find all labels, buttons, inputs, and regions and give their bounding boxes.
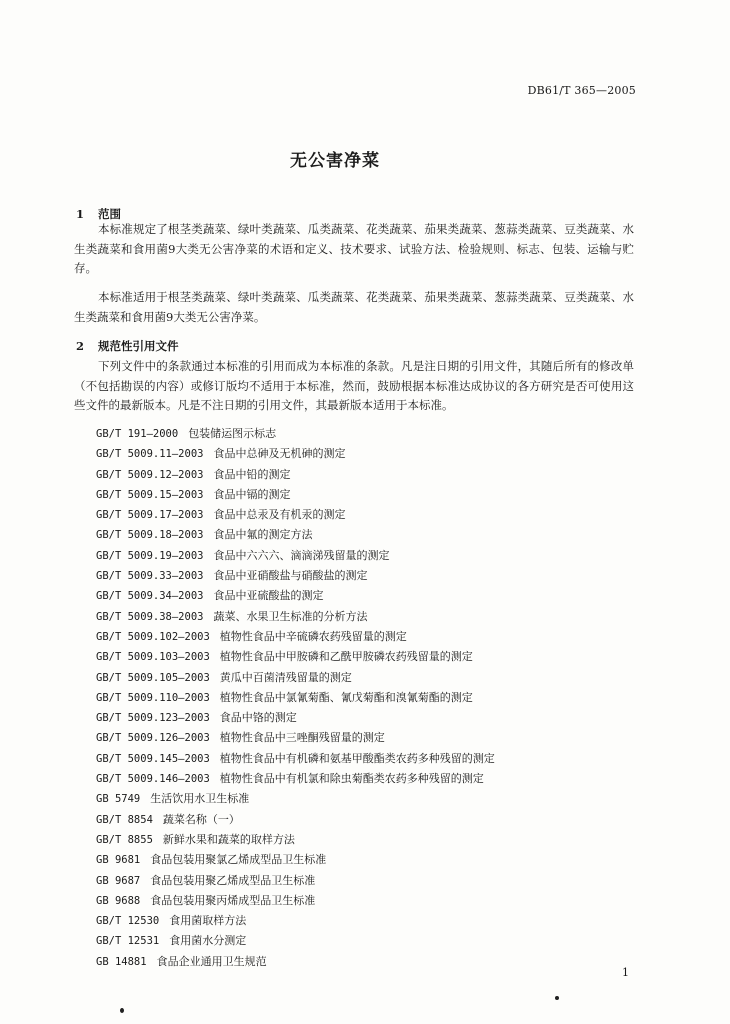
reference-item [96,952,495,972]
reference-title: 食用菌水分测定 [169,934,247,948]
reference-item [96,505,495,525]
reference-code: GB/T 5009.146—2003 [96,773,210,786]
reference-item [96,688,495,708]
reference-code: GB/T 8854 [96,813,153,826]
reference-item [96,708,495,728]
reference-code: GB/T 8855 [96,833,153,846]
scan-speck [120,1008,124,1013]
reference-title: 植物性食品中有机氯和除虫菊酯类农药多种残留的测定 [219,772,484,786]
reference-title: 食品中铅的测定 [213,467,291,481]
reference-code: GB/T 5009.18—2003 [96,529,204,542]
reference-item [96,586,495,606]
reference-title: 蔬菜、水果卫生标准的分析方法 [213,609,368,623]
section-number: 1 [76,207,85,221]
reference-code: GB 9681 [96,854,141,867]
reference-code: GB 14881 [96,955,147,968]
reference-item [96,668,495,688]
reference-code: GB/T 5009.11—2003 [96,448,204,461]
reference-code: GB/T 5009.33—2003 [96,570,204,583]
reference-item [96,546,495,566]
reference-item [96,607,495,627]
reference-code: GB/T 5009.19—2003 [96,549,204,562]
reference-item [96,627,495,647]
reference-item [96,525,495,545]
reference-code: GB/T 12531 [96,935,160,948]
reference-title: 植物性食品中三唑酮残留量的测定 [219,731,385,745]
reference-title: 黄瓜中百菌清残留量的测定 [219,670,352,684]
reference-code: GB/T 5009.110—2003 [96,691,210,704]
scan-speck [555,996,559,1000]
reference-item [96,810,495,830]
reference-title: 食品中总砷及无机砷的测定 [213,447,346,461]
reference-code: GB/T 5009.38—2003 [96,610,204,623]
reference-title: 食品中氟的测定方法 [213,528,313,542]
section-title: 规范性引用文件 [98,339,179,353]
page-number: 1 [622,966,629,979]
reference-item [96,424,495,444]
reference-title: 食品中铬的测定 [219,711,297,725]
reference-code: GB/T 12530 [96,915,160,928]
reference-item [96,789,495,809]
reference-item [96,850,495,870]
reference-title: 食品中亚硝酸盐与硝酸盐的测定 [213,569,368,583]
standard-code: DB61/T 365—2005 [527,84,636,97]
reference-item [96,769,495,789]
scope-paragraph-1: 本标准规定了根茎类蔬菜、绿叶类蔬菜、瓜类蔬菜、花类蔬菜、茄果类蔬菜、葱蒜类蔬菜、豆类蔬菜、水生类蔬菜和食用菌9大类无公害净菜的术语和定义、技术要求、试验方法、检验规则、标志、包装、运输与贮存。 [74,222,634,275]
reference-title: 新鲜水果和蔬菜的取样方法 [162,832,295,846]
reference-title: 食品企业通用卫生规范 [156,954,267,968]
reference-title: 食品中镉的测定 [213,487,291,501]
reference-item [96,647,495,667]
reference-item [96,566,495,586]
reference-code: GB/T 5009.126—2003 [96,732,210,745]
reference-title: 植物性食品中有机磷和氨基甲酸酯类农药多种残留的测定 [219,751,495,765]
reference-title: 食品包装用聚丙烯成型品卫生标准 [150,893,316,907]
reference-code: GB/T 5009.34—2003 [96,590,204,603]
reference-item [96,749,495,769]
reference-item [96,830,495,850]
reference-title: 生活饮用水卫生标准 [150,792,250,806]
section-number: 2 [76,339,85,353]
section-heading-normative-references [76,338,179,354]
reference-item [96,465,495,485]
reference-title: 食品中六六六、滴滴涕残留量的测定 [213,548,390,562]
reference-title: 植物性食品中氯氰菊酯、氰戊菊酯和溴氰菊酯的测定 [219,690,473,704]
reference-code: GB/T 191—2000 [96,428,179,440]
reference-item [96,728,495,748]
reference-code: GB 5749 [96,793,141,806]
reference-title: 食品中总汞及有机汞的测定 [213,508,346,522]
reference-title: 食品包装用聚氯乙烯成型品卫生标准 [150,853,327,867]
reference-title: 植物性食品中甲胺磷和乙酰甲胺磷农药残留量的测定 [219,650,473,664]
reference-code: GB/T 5009.103—2003 [96,651,210,664]
reference-title: 包装储运图示标志 [188,427,277,440]
reference-title: 食品包装用聚乙烯成型品卫生标准 [150,873,316,887]
scope-paragraph-2: 本标准适用于根茎类蔬菜、绿叶类蔬菜、瓜类蔬菜、花类蔬菜、茄果类蔬菜、葱蒜类蔬菜、豆类蔬菜、水生类蔬菜和食用菌9大类无公害净菜。 [74,290,634,324]
reference-code: GB 9688 [96,894,141,907]
reference-item [96,444,495,464]
reference-code: GB/T 5009.102—2003 [96,630,210,643]
reference-title: 食品中亚硫酸盐的测定 [213,589,324,603]
reference-item [96,911,495,931]
references-intro-paragraph: 下列文件中的条款通过本标准的引用而成为本标准的条款。凡是注日期的引用文件，其随后所有的修改单（不包括勘误的内容）或修订版均不适用于本标准，然而，鼓励根据本标准达成协议的各方研究是否可使用这些文件的最新版本。凡是不注日期的引用文件，其最新版本适用于本标准。 [74,359,634,412]
reference-item [96,485,495,505]
reference-code: GB/T 5009.123—2003 [96,712,210,725]
reference-code: GB/T 5009.17—2003 [96,509,204,522]
reference-code: GB/T 5009.15—2003 [96,488,204,501]
reference-title: 植物性食品中辛硫磷农药残留量的测定 [219,629,407,643]
reference-title: 食用菌取样方法 [169,914,247,928]
reference-item [96,931,495,951]
reference-code: GB/T 5009.105—2003 [96,671,210,684]
reference-item [96,891,495,911]
section-title: 范围 [98,207,122,221]
reference-list [96,424,495,972]
reference-code: GB 9687 [96,874,141,887]
document-title: 无公害净菜 [290,151,380,171]
reference-code: GB/T 5009.145—2003 [96,752,210,765]
reference-title: 蔬菜名称（一） [162,812,240,826]
reference-code: GB/T 5009.12—2003 [96,468,204,481]
reference-item [96,871,495,891]
